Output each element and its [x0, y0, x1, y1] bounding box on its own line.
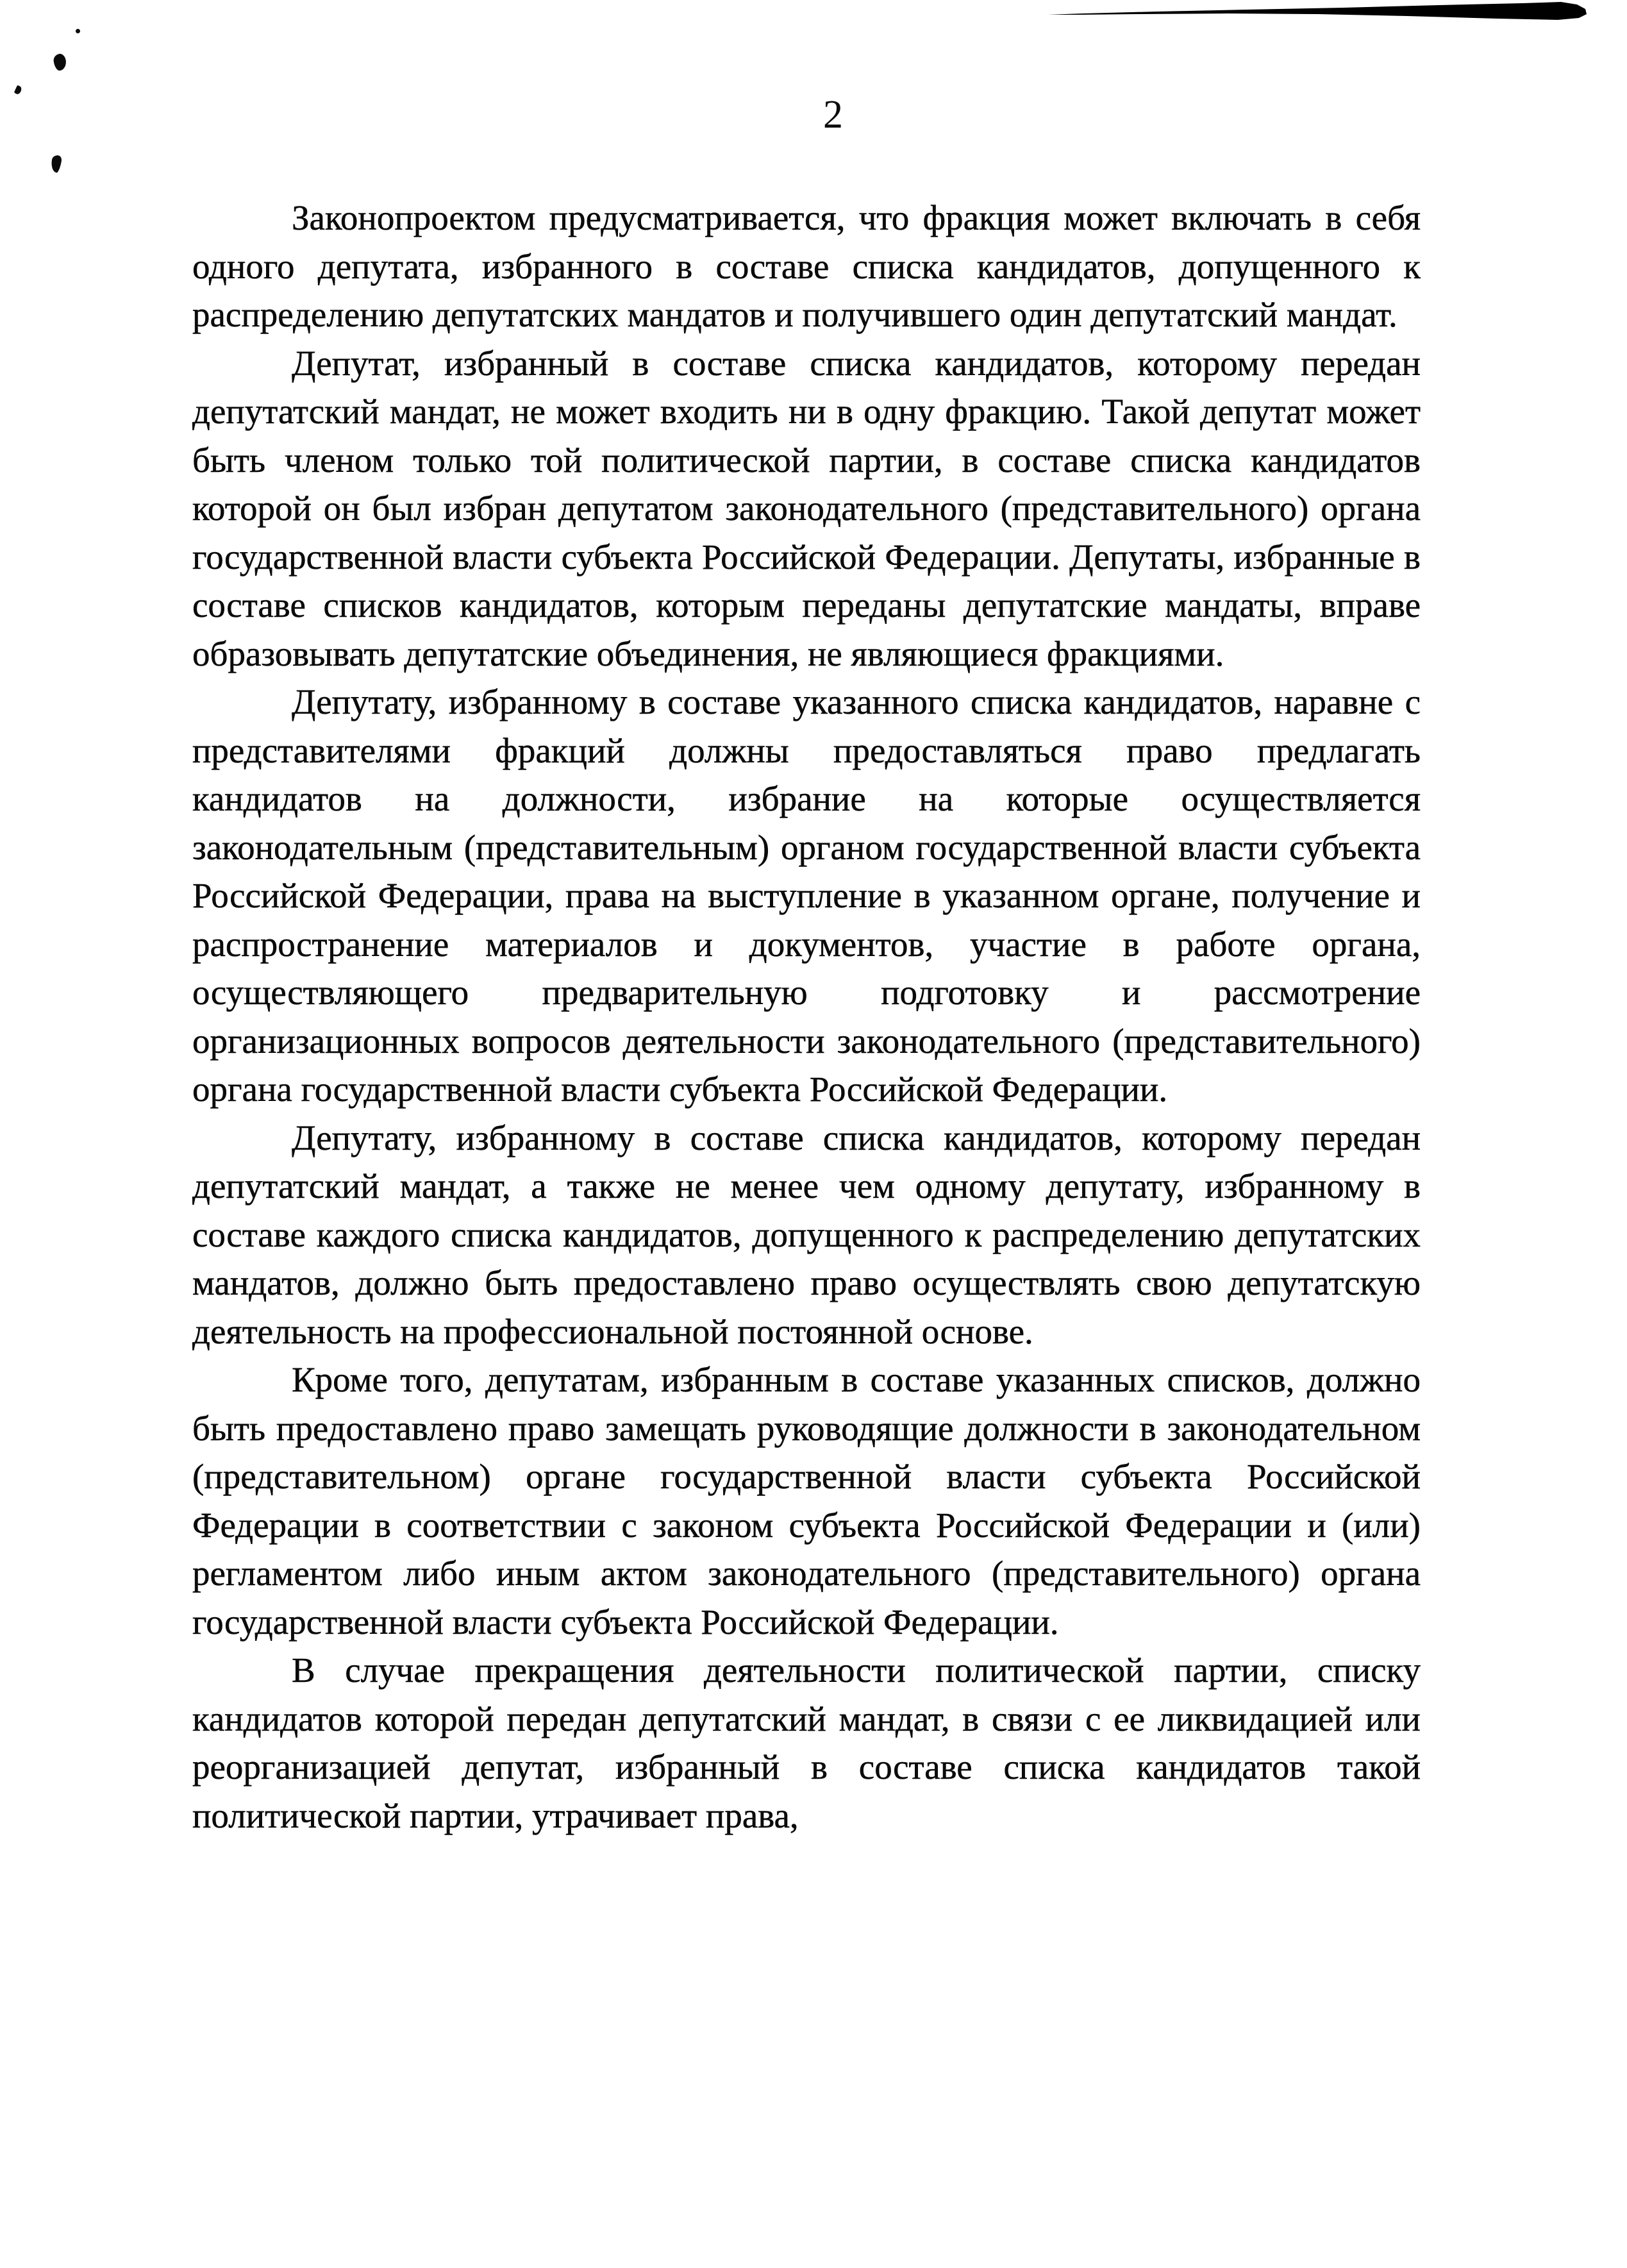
ink-speck-icon	[76, 29, 80, 33]
document-body	[192, 194, 1421, 1840]
page-number: 2	[823, 93, 844, 137]
paragraph-1: Законопроектом предусматривается, что фракция может включать в себя одного депутата, избранного в составе списка кандидатов, допущенного к распределению депутатских мандатов и получившего один депутатский мандат.	[192, 198, 1421, 334]
paragraph-4: Депутату, избранному в составе списка кандидатов, которому передан депутатский мандат, а также не менее чем одному депутату, избранному в составе каждого списка кандидатов, допущенного к распределению депутатских мандатов, должно быть предоставлено право осуществлять свою депутатскую деятельность на профессиональной постоянной основе.	[192, 1118, 1421, 1351]
ink-speck-icon	[53, 53, 67, 71]
paragraph-6: В случае прекращения деятельности политической партии, списку кандидатов которой передан депутатский мандат, в связи с ее ликвидацией или реорганизацией депутат, избранный в составе списка кандидатов такой политической партии, утрачивает права,	[192, 1651, 1421, 1835]
paragraph-5: Кроме того, депутатам, избранным в составе указанных списков, должно быть предоставлено право замещать руководящие должности в законодательном (представительном) органе государственной власти субъекта Российской Федерации в соответствии с законом субъекта Российской Федерации и (или) регламентом либо иным актом законодательного (представительного) органа государственной власти субъекта Российской Федерации.	[192, 1360, 1421, 1642]
ink-speck-icon	[50, 155, 62, 173]
ink-speck-icon	[14, 85, 23, 96]
paragraph-2: Депутат, избранный в составе списка кандидатов, которому передан депутатский мандат, не может входить ни в одну фракцию. Такой депутат может быть членом только той политической партии, в составе списка кандидатов которой он был избран депутатом законодательного (представительного) органа государственной власти субъекта Российской Федерации. Депутаты, избранные в составе списков кандидатов, которым переданы депутатские мандаты, вправе образовывать депутатские объединения, не являющиеся фракциями.	[192, 343, 1421, 673]
scan-artifact-bar	[1048, 1, 1590, 23]
paragraph-3: Депутату, избранному в составе указанного списка кандидатов, наравне с представителями фракций должны предоставляться право предлагать кандидатов на должности, избрание на которые осуществляется законодательным (представительным) органом государственной власти субъекта Российской Федерации, права на выступление в указанном органе, получение и распространение материалов и документов, участие в работе органа, осуществляющего предварительную подготовку и рассмотрение организационных вопросов деятельности законодательного (представительного) органа государственной власти субъекта Российской Федерации.	[192, 682, 1421, 1109]
